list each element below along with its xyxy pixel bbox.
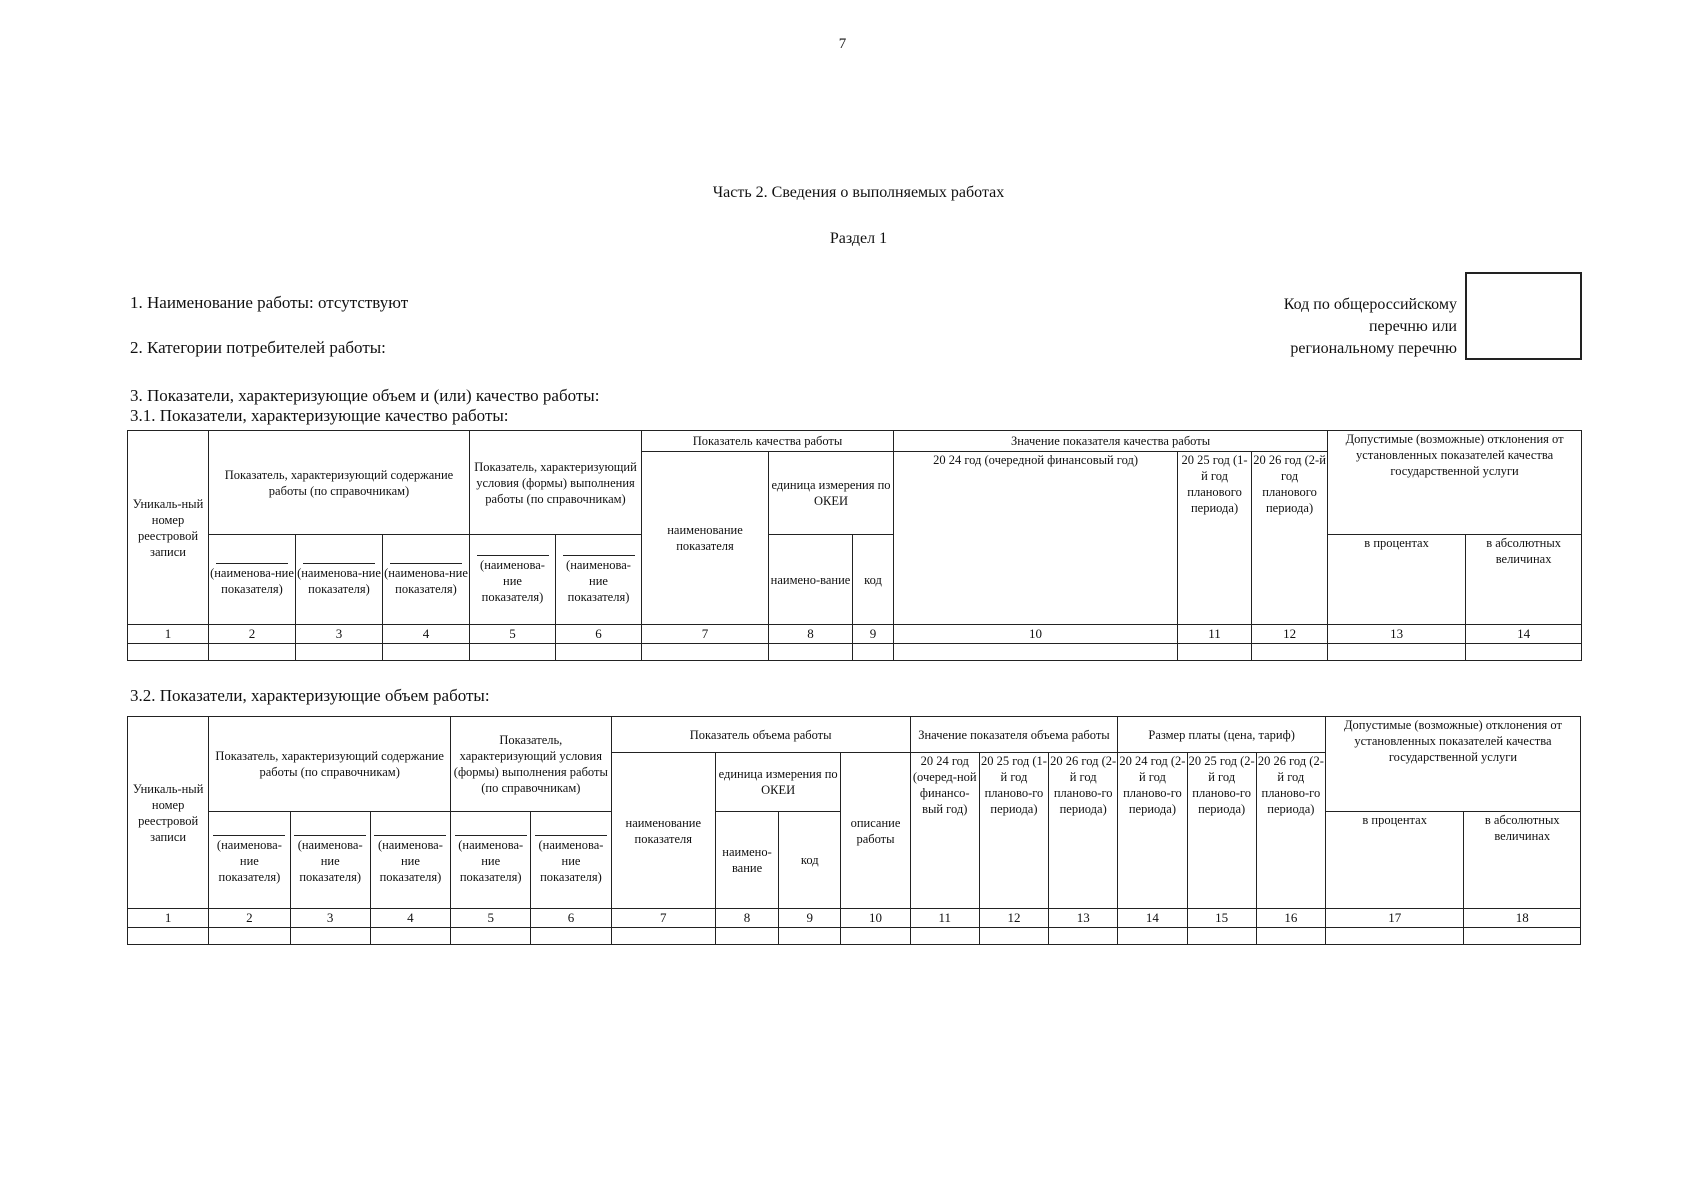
header-absolute: в абсолютных величинах xyxy=(1464,812,1581,909)
header-subname: (наименова-ние показателя) xyxy=(470,535,556,625)
table-cell[interactable] xyxy=(383,644,470,661)
column-number: 10 xyxy=(841,909,910,928)
header-subname: (наименова-ние показателя) xyxy=(209,535,296,625)
table-cell[interactable] xyxy=(1256,928,1325,945)
table-cell[interactable] xyxy=(853,644,894,661)
table-cell[interactable] xyxy=(979,928,1048,945)
header-fee-year-2026: 20 26 год (2-й год планово-го периода) xyxy=(1256,753,1325,909)
table-cell[interactable] xyxy=(128,928,209,945)
table-cell[interactable] xyxy=(1178,644,1252,661)
header-absolute: в абсолютных величинах xyxy=(1466,535,1582,625)
table-cell[interactable] xyxy=(1325,928,1463,945)
header-indicator-name: наименование показателя xyxy=(611,753,715,909)
header-content-indicator: Показатель, характеризующий содержание работы (по справочникам) xyxy=(209,717,451,812)
table-cell[interactable] xyxy=(470,644,556,661)
column-number: 12 xyxy=(1252,625,1328,644)
header-year-2024: 20 24 год (очередной финансовый год) xyxy=(894,452,1178,625)
table-cell[interactable] xyxy=(451,928,531,945)
header-subname: (наименова-ние показателя) xyxy=(370,812,450,909)
header-subname: (наименова-ние показателя) xyxy=(296,535,383,625)
table-cell[interactable] xyxy=(1252,644,1328,661)
column-number: 9 xyxy=(853,625,894,644)
table-row xyxy=(128,644,1582,661)
header-percent: в процентах xyxy=(1325,812,1463,909)
table-cell[interactable] xyxy=(128,644,209,661)
section-title: Раздел 1 xyxy=(829,230,888,247)
table-cell[interactable] xyxy=(1464,928,1581,945)
table-cell[interactable] xyxy=(611,928,715,945)
header-conditions-indicator: Показатель, характеризующий условия (формы) выполнения работы (по справочникам) xyxy=(451,717,612,812)
header-indicator-name: наименование показателя xyxy=(642,452,769,625)
column-number: 7 xyxy=(642,625,769,644)
column-number: 11 xyxy=(1178,625,1252,644)
volume-indicators-table xyxy=(127,716,1581,945)
column-number: 4 xyxy=(383,625,470,644)
header-subname: (наименова-ние показателя) xyxy=(290,812,370,909)
column-number: 13 xyxy=(1049,909,1118,928)
header-subname: (наименова-ние показателя) xyxy=(451,812,531,909)
table-cell[interactable] xyxy=(1118,928,1187,945)
table-cell[interactable] xyxy=(1328,644,1466,661)
column-number: 5 xyxy=(451,909,531,928)
column-number: 1 xyxy=(128,625,209,644)
table-cell[interactable] xyxy=(769,644,853,661)
header-volume-indicator: Показатель объема работы xyxy=(611,717,910,753)
header-fee-year-2024: 20 24 год (2-й год планово-го периода) xyxy=(1118,753,1187,909)
header-subname: (наименова-ние показателя) xyxy=(209,812,290,909)
column-number: 13 xyxy=(1328,625,1466,644)
table-cell[interactable] xyxy=(894,644,1178,661)
column-number: 12 xyxy=(979,909,1048,928)
header-fee: Размер платы (цена, тариф) xyxy=(1118,717,1326,753)
header-value-year-2025: 20 25 год (1-й год планово-го периода) xyxy=(979,753,1048,909)
column-number: 14 xyxy=(1466,625,1582,644)
header-quality-indicator: Показатель качества работы xyxy=(642,431,894,452)
table-cell[interactable] xyxy=(841,928,910,945)
column-number: 1 xyxy=(128,909,209,928)
header-content-indicator: Показатель, характеризующий содержание работы (по справочникам) xyxy=(209,431,470,535)
table-cell[interactable] xyxy=(296,644,383,661)
table-cell[interactable] xyxy=(910,928,979,945)
column-number: 3 xyxy=(290,909,370,928)
table-cell[interactable] xyxy=(715,928,778,945)
part-title: Часть 2. Сведения о выполняемых работах xyxy=(712,184,1005,201)
volume-indicators-heading: 3.2. Показатели, характеризующие объем работы: xyxy=(130,686,490,705)
table-cell[interactable] xyxy=(642,644,769,661)
column-number: 5 xyxy=(470,625,556,644)
header-subname: (наименова-ние показателя) xyxy=(531,812,611,909)
quality-indicators-heading: 3.1. Показатели, характеризующие качество работы: xyxy=(130,406,509,425)
column-number: 18 xyxy=(1464,909,1581,928)
header-unique-number: Уникаль-ный номер реестровой записи xyxy=(128,431,209,625)
work-name-line: 1. Наименование работы: отсутствуют xyxy=(130,293,409,312)
header-unique-number: Уникаль-ный номер реестровой записи xyxy=(128,717,209,909)
header-subname: (наименова-ние показателя) xyxy=(383,535,470,625)
table-cell[interactable] xyxy=(290,928,370,945)
table-row xyxy=(128,928,1581,945)
column-number: 2 xyxy=(209,909,290,928)
header-year-2026: 20 26 год (2-й год планового периода) xyxy=(1252,452,1328,625)
header-value-year-2024: 20 24 год (очеред-ной финансо-вый год) xyxy=(910,753,979,909)
column-number: 10 xyxy=(894,625,1178,644)
indicators-heading: 3. Показатели, характеризующие объем и (или) качество работы: xyxy=(130,386,600,405)
quality-indicators-table xyxy=(127,430,1582,661)
column-number: 14 xyxy=(1118,909,1187,928)
registry-code-label: Код по общероссийскому перечню или региональному перечню xyxy=(1283,296,1457,357)
column-number: 2 xyxy=(209,625,296,644)
table-cell[interactable] xyxy=(531,928,611,945)
column-number: 11 xyxy=(910,909,979,928)
column-number: 3 xyxy=(296,625,383,644)
header-quality-value: Значение показателя качества работы xyxy=(894,431,1328,452)
column-number: 17 xyxy=(1325,909,1463,928)
header-percent: в процентах xyxy=(1328,535,1466,625)
header-unit-name: наимено-вание xyxy=(715,812,778,909)
header-value-year-2026: 20 26 год (2-й год планово-го периода) xyxy=(1049,753,1118,909)
header-fee-year-2025: 20 25 год (2-й год планово-го периода) xyxy=(1187,753,1256,909)
column-number: 8 xyxy=(715,909,778,928)
table-cell[interactable] xyxy=(209,928,290,945)
table-cell[interactable] xyxy=(1049,928,1118,945)
column-number: 4 xyxy=(370,909,450,928)
consumer-categories-line: 2. Категории потребителей работы: xyxy=(130,338,386,357)
header-work-description: описание работы xyxy=(841,753,910,909)
column-number: 6 xyxy=(556,625,642,644)
header-unit-code: код xyxy=(853,535,894,625)
header-volume-value: Значение показателя объема работы xyxy=(910,717,1118,753)
column-number: 9 xyxy=(779,909,841,928)
column-number: 7 xyxy=(611,909,715,928)
table-cell[interactable] xyxy=(370,928,450,945)
header-unit-okei: единица измерения по ОКЕИ xyxy=(769,452,894,535)
header-conditions-indicator: Показатель, характеризующий условия (формы) выполнения работы (по справочникам) xyxy=(470,431,642,535)
header-subname: (наименова-ние показателя) xyxy=(556,535,642,625)
column-number: 6 xyxy=(531,909,611,928)
table-cell[interactable] xyxy=(209,644,296,661)
column-number: 8 xyxy=(769,625,853,644)
column-number: 15 xyxy=(1187,909,1256,928)
header-deviation: Допустимые (возможные) отклонения от установленных показателей качества государственной услуги xyxy=(1328,431,1582,535)
registry-code-box[interactable] xyxy=(1465,272,1582,360)
header-unit-okei: единица измерения по ОКЕИ xyxy=(715,753,840,812)
header-deviation: Допустимые (возможные) отклонения от установленных показателей качества государственной услуги xyxy=(1325,717,1580,812)
table-cell[interactable] xyxy=(556,644,642,661)
table-cell[interactable] xyxy=(1466,644,1582,661)
header-unit-code: код xyxy=(779,812,841,909)
page-number: 7 xyxy=(838,36,847,52)
header-year-2025: 20 25 год (1-й год планового периода) xyxy=(1178,452,1252,625)
table-cell[interactable] xyxy=(779,928,841,945)
column-number: 16 xyxy=(1256,909,1325,928)
header-unit-name: наимено-вание xyxy=(769,535,853,625)
table-cell[interactable] xyxy=(1187,928,1256,945)
